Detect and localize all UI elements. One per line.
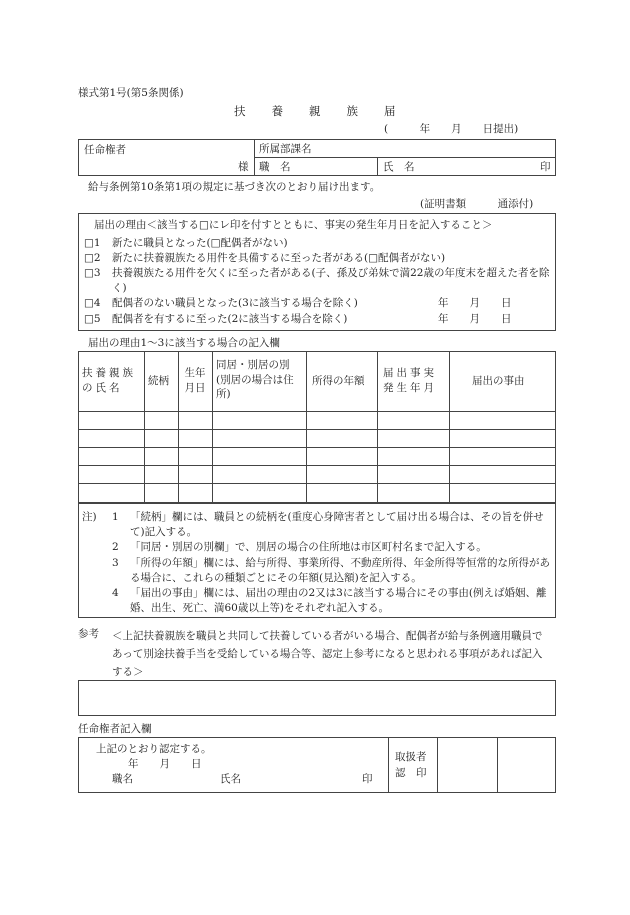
appointer-section-title: 任命権者記入欄	[78, 723, 152, 735]
header-relation: 続柄	[148, 375, 169, 387]
table-row[interactable]	[79, 412, 555, 502]
declaration-text: 給与条例第10条第1項の規定に基づき次のとおり届け出ます。	[88, 181, 381, 193]
reference-input-box[interactable]	[78, 680, 556, 716]
header-reason: 届出の事由	[472, 375, 525, 387]
header-occurrence: 届出事実発生年月	[383, 367, 437, 394]
reason-3-text: 扶養親族たる用件を欠くに至った者がある(子、孫及び弟妹で満22歳の年度末を超えた者を除く)	[112, 267, 550, 294]
reasons-intro: 届出の理由＜該当する□にレ印を付すとともに、事実の発生年月日を記入すること＞	[94, 219, 493, 231]
page-title: 扶養親族届	[234, 104, 422, 118]
approval-date: 年 月 日	[128, 758, 202, 770]
stamp-cell-1[interactable]	[438, 738, 496, 792]
submit-date: ( 年 月 日提出)	[384, 123, 519, 135]
note-3-text: 「所得の年額」欄には、給与所得、事業所得、不動産所得、年金所得等恒常的な所得がある場合に、これらの種類ごとにその年額(見込額)を記入する。	[130, 557, 550, 584]
header-dependent-name: 扶養親族の氏名	[82, 367, 136, 394]
approver-name-label: 氏名	[220, 773, 241, 785]
reason-3-no[interactable]: □3	[84, 267, 101, 279]
form-number: 様式第1号(第5条関係)	[78, 87, 184, 99]
note-2-no: 2	[112, 541, 119, 553]
reference-label: 参考	[78, 628, 99, 640]
note-4-text: 「届出の事由」欄には、届出の理由の2又は3に該当する場合にその事由(例えば婚姻、離婚、出生、死亡、満60歳以上等)をそれぞれ記入する。	[130, 587, 547, 614]
reason-4-text: 配偶者のない職員となった(3に該当する場合を除く)	[112, 297, 358, 309]
reason-2-no[interactable]: □2	[84, 252, 101, 264]
stamp-cell-2[interactable]	[498, 738, 555, 792]
header-birthdate: 生年月日	[184, 367, 206, 394]
reason-1-no[interactable]: □1	[84, 237, 101, 249]
reason-1-text: 新たに職員となった(□配偶者がない)	[112, 237, 288, 249]
reason-4-date: 年 月 日	[438, 297, 512, 309]
notes-prefix: 注)	[82, 511, 97, 523]
cert-docs: (証明書類 通添付)	[420, 198, 534, 210]
position-label: 職 名	[259, 161, 291, 173]
handler-label: 取扱者	[395, 751, 427, 763]
note-4-no: 4	[112, 587, 119, 599]
note-2-text: 「同居・別居の別欄」で、別居の場合の住所地は市区町村名まで記入する。	[130, 541, 487, 553]
name-label: 氏 名	[383, 161, 415, 173]
approved-text: 上記のとおり認定する。	[96, 743, 212, 755]
reference-text: ＜上記扶養親族を職員と共同して扶養している者がいる場合、配偶者が給与条例適用職員であって別途扶養手当を受給している場合等、認定上参考になると思われる事項があれば記入する＞	[112, 630, 543, 678]
reason-5-text: 配偶者を有するに至った(2に該当する場合を除く)	[112, 313, 348, 325]
note-1-text: 「続柄」欄には、職員との続柄を(重度心身障害者として届け出る場合は、その旨を併せて)記入する。	[130, 511, 544, 538]
note-3-no: 3	[112, 557, 119, 569]
table-caption: 届出の理由1～3に該当する場合の記入欄	[88, 337, 280, 349]
approver-position-label: 職名	[112, 773, 133, 785]
reason-5-date: 年 月 日	[438, 313, 512, 325]
reason-4-no[interactable]: □4	[84, 297, 101, 309]
note-1-no: 1	[112, 511, 119, 523]
dept-label: 所属部課名	[259, 143, 312, 155]
appointer-label: 任命権者	[84, 144, 126, 156]
header-annual-income: 所得の年額	[312, 375, 365, 387]
reason-2-text: 新たに扶養親族たる用件を具備するに至った者がある(□配偶者がない)	[112, 252, 446, 264]
approver-seal: 印	[362, 773, 373, 785]
stamp-label: 認 印	[395, 767, 427, 779]
seal-label: 印	[540, 161, 551, 173]
reason-5-no[interactable]: □5	[84, 313, 101, 325]
sama-label: 様	[238, 161, 249, 173]
header-cohabitation: 同居・別居の別(別居の場合は住所)	[216, 359, 294, 401]
